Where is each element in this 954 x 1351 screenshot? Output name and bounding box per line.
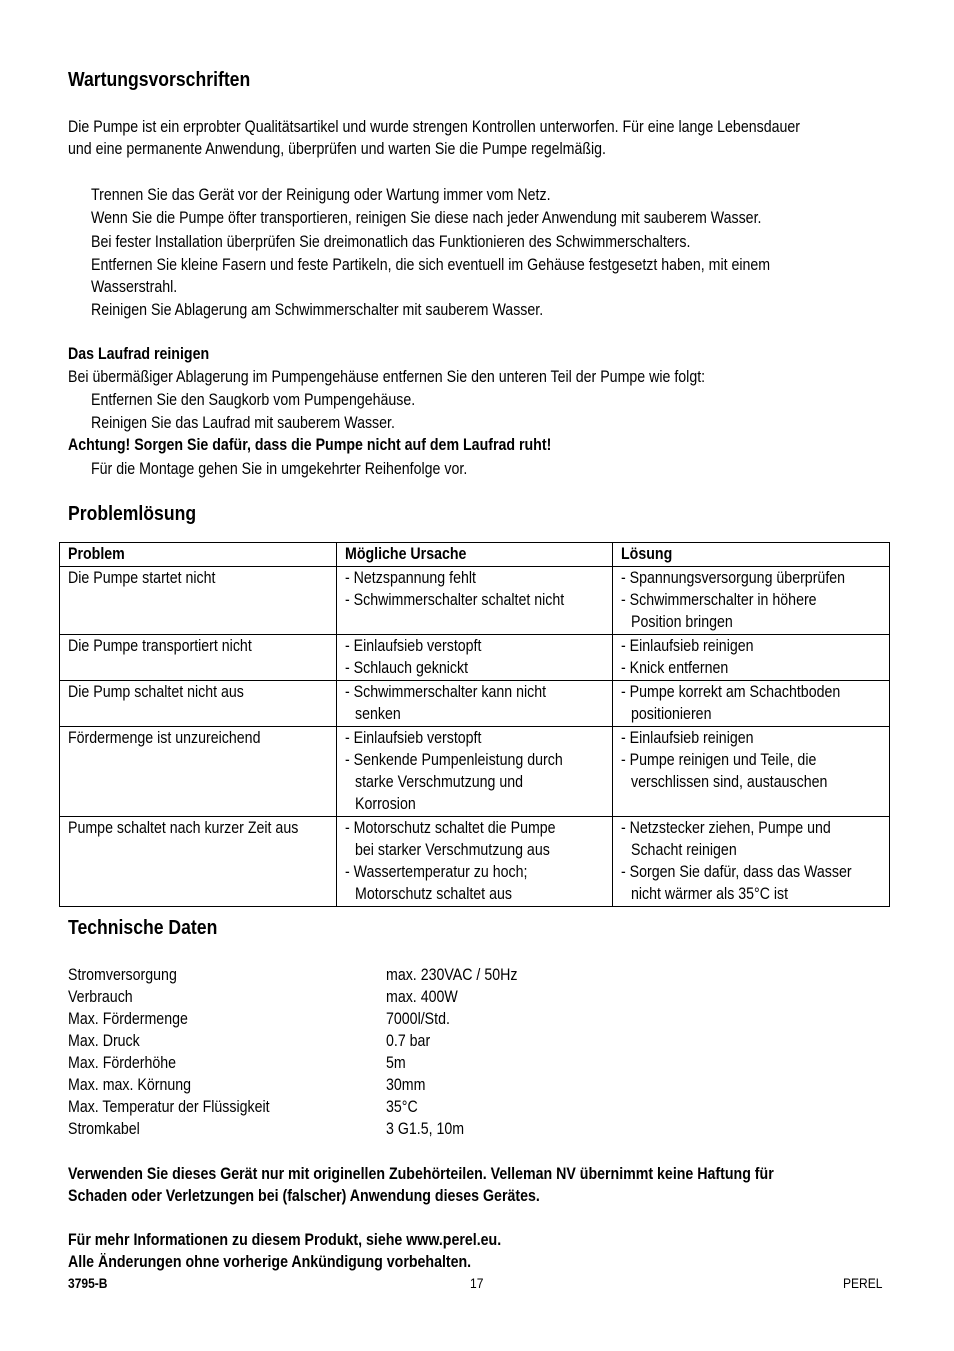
spec-label: Max. max. Körnung <box>68 1076 192 1094</box>
info-line-2: Alle Änderungen ohne vorherige Ankündigung vorbehalten. <box>68 1253 472 1271</box>
troubleshooting-table <box>59 542 890 907</box>
maintenance-item: Entfernen Sie kleine Fasern und feste Partikeln, die sich eventuell im Gehäuse festgesetzt haben, mit einem <box>91 256 771 274</box>
maintenance-intro-line-1: Die Pumpe ist ein erprobter Qualitätsartikel und wurde strengen Kontrollen unterworfen. Für eine lange Lebensdauer <box>68 118 801 136</box>
spec-value: max. 230VAC / 50Hz <box>386 966 518 984</box>
table-header-solution: Lösung <box>613 543 890 567</box>
impeller-final: Für die Montage gehen Sie in umgekehrter Reihenfolge vor. <box>91 460 468 478</box>
spec-label: Verbrauch <box>68 988 133 1006</box>
spec-label: Max. Fördermenge <box>68 1010 188 1028</box>
table-header-problem: Problem <box>60 543 337 567</box>
table-cell-solution: - Einlaufsieb reinigen - Pumpe reinigen und Teile, die verschlissen sind, austauschen <box>613 727 890 817</box>
table-cell-solution: - Pumpe korrekt am Schachtboden positionieren <box>613 681 890 727</box>
spec-value: 35°C <box>386 1098 418 1116</box>
table-cell-solution: - Netzstecker ziehen, Pumpe und Schacht reinigen - Sorgen Sie dafür, dass das Wasser nicht wärmer als 35°C ist <box>613 817 890 907</box>
table-cell-problem: Die Pumpe startet nicht <box>60 567 337 635</box>
impeller-intro: Bei übermäßiger Ablagerung im Pumpengehäuse entfernen Sie den unteren Teil der Pumpe wie folgt: <box>68 368 706 386</box>
maintenance-item: Wasserstrahl. <box>91 278 178 296</box>
footer-brand: PEREL <box>843 1275 883 1291</box>
spec-label: Max. Förderhöhe <box>68 1054 177 1072</box>
spec-label: Stromversorgung <box>68 966 177 984</box>
table-cell-solution: - Spannungsversorgung überprüfen - Schwimmerschalter in höhere Position bringen <box>613 567 890 635</box>
specs-title: Technische Daten <box>68 917 218 939</box>
table-row <box>60 681 890 727</box>
impeller-step: Reinigen Sie das Laufrad mit sauberem Wasser. <box>91 414 395 432</box>
spec-value: 5m <box>386 1054 406 1072</box>
maintenance-intro-line-2: und eine permanente Anwendung, überprüfen und warten Sie die Pumpe regelmäßig. <box>68 140 607 158</box>
disclaimer-line-1: Verwenden Sie dieses Gerät nur mit originellen Zubehörteilen. Velleman NV übernimmt keine Haftung für <box>68 1165 774 1183</box>
spec-label: Max. Druck <box>68 1032 140 1050</box>
table-cell-cause: - Motorschutz schaltet die Pumpe bei starker Verschmutzung aus - Wassertemperatur zu hoch; Motorschutz schaltet aus <box>337 817 613 907</box>
info-line-1: Für mehr Informationen zu diesem Produkt, siehe www.perel.eu. <box>68 1231 502 1249</box>
table-cell-cause: - Schwimmerschalter kann nicht senken <box>337 681 613 727</box>
disclaimer-line-2: Schaden oder Verletzungen bei (falscher) Anwendung dieses Gerätes. <box>68 1187 540 1205</box>
table-cell-cause: - Netzspannung fehlt - Schwimmerschalter schaltet nicht <box>337 567 613 635</box>
table-cell-problem: Fördermenge ist unzureichend <box>60 727 337 817</box>
table-cell-solution: - Einlaufsieb reinigen - Knick entfernen <box>613 635 890 681</box>
table-header-row <box>60 543 890 567</box>
maintenance-title: Wartungsvorschriften <box>68 69 251 91</box>
table-cell-problem: Pumpe schaltet nach kurzer Zeit aus <box>60 817 337 907</box>
table-cell-problem: Die Pumpe transportiert nicht <box>60 635 337 681</box>
table-header-cause: Mögliche Ursache <box>337 543 613 567</box>
spec-label: Max. Temperatur der Flüssigkeit <box>68 1098 270 1116</box>
spec-value: 7000l/Std. <box>386 1010 450 1028</box>
table-row <box>60 567 890 635</box>
maintenance-item: Reinigen Sie Ablagerung am Schwimmerschalter mit sauberem Wasser. <box>91 301 544 319</box>
table-cell-cause: - Einlaufsieb verstopft - Schlauch geknickt <box>337 635 613 681</box>
spec-value: max. 400W <box>386 988 458 1006</box>
table-row <box>60 635 890 681</box>
footer-page-number: 17 <box>470 1275 484 1291</box>
table-cell-problem: Die Pump schaltet nicht aus <box>60 681 337 727</box>
footer-code: 3795-B <box>68 1275 108 1291</box>
maintenance-item: Wenn Sie die Pumpe öfter transportieren, reinigen Sie diese nach jeder Anwendung mit sauberem Wasser. <box>91 209 762 227</box>
table-row <box>60 817 890 907</box>
table-row <box>60 727 890 817</box>
impeller-title: Das Laufrad reinigen <box>68 345 210 363</box>
spec-value: 0.7 bar <box>386 1032 431 1050</box>
table-cell-cause: - Einlaufsieb verstopft - Senkende Pumpenleistung durch starke Verschmutzung und Korrosion <box>337 727 613 817</box>
spec-label: Stromkabel <box>68 1120 140 1138</box>
spec-value: 3 G1.5, 10m <box>386 1120 465 1138</box>
maintenance-item: Trennen Sie das Gerät vor der Reinigung oder Wartung immer vom Netz. <box>91 186 551 204</box>
impeller-warning: Achtung! Sorgen Sie dafür, dass die Pumpe nicht auf dem Laufrad ruht! <box>68 436 552 454</box>
troubleshooting-title: Problemlösung <box>68 503 197 525</box>
impeller-step: Entfernen Sie den Saugkorb vom Pumpengehäuse. <box>91 391 416 409</box>
spec-value: 30mm <box>386 1076 426 1094</box>
maintenance-item: Bei fester Installation überprüfen Sie dreimonatlich das Funktionieren des Schwimmerschalters. <box>91 233 691 251</box>
